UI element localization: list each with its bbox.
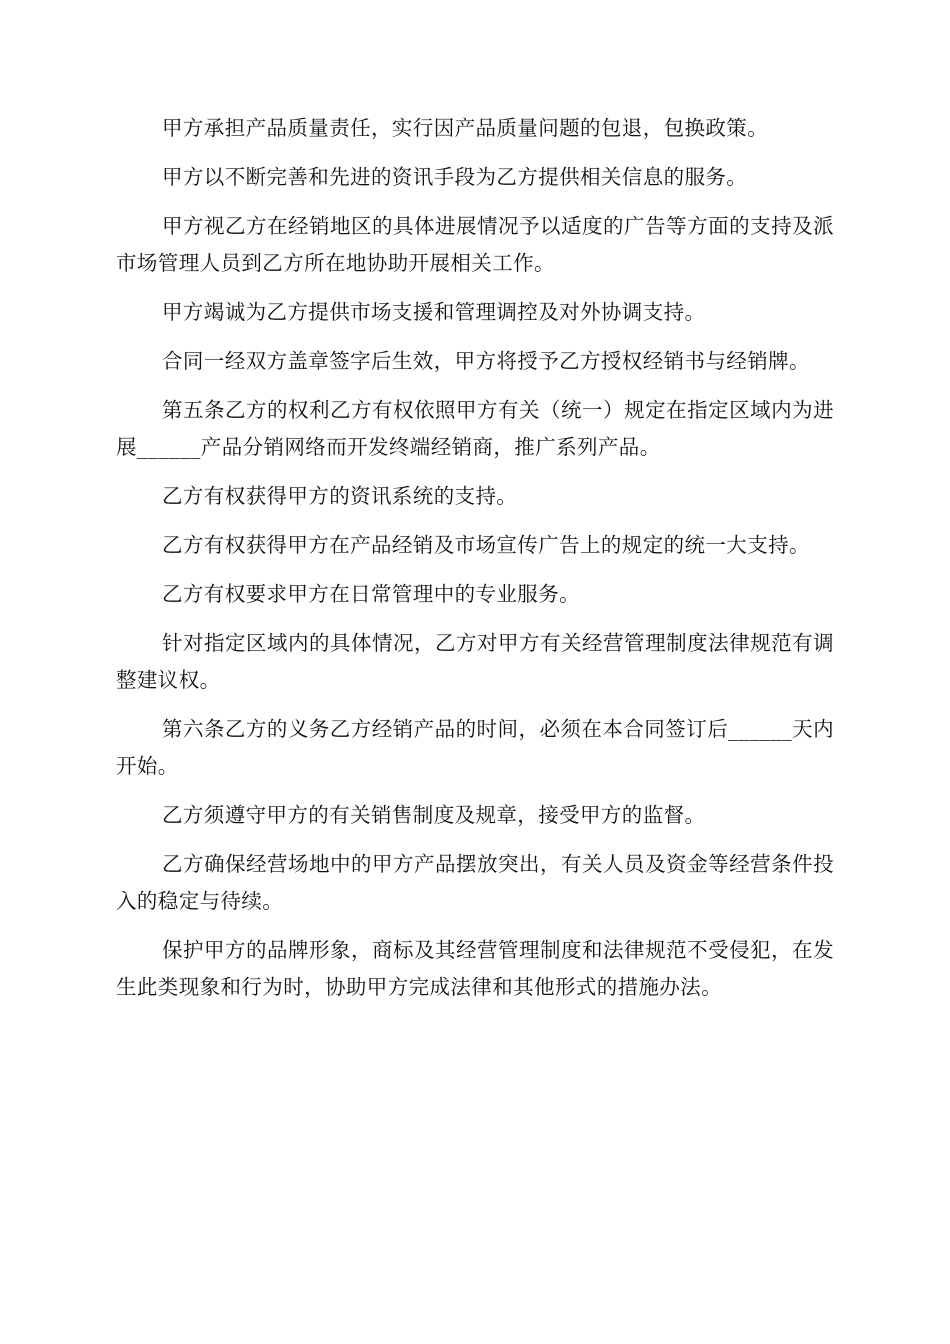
paragraph-promotion-support: 乙方有权获得甲方在产品经销及市场宣传广告上的规定的统一大支持。: [162, 533, 810, 557]
paragraph-quality-responsibility: 甲方承担产品质量责任，实行因产品质量问题的包退，包换政策。: [162, 116, 769, 140]
paragraph-contract-effect: 合同一经双方盖章签字后生效，甲方将授予乙方授权经销书与经销牌。: [162, 349, 810, 373]
paragraph-information-service: 甲方以不断完善和先进的资讯手段为乙方提供相关信息的服务。: [162, 165, 748, 189]
paragraph-comply-rules: 乙方须遵守甲方的有关销售制度及规章，接受甲方的监督。: [162, 803, 706, 827]
paragraph-market-support: 甲方竭诚为乙方提供市场支援和管理调控及对外协调支持。: [162, 300, 706, 324]
paragraph-article-5-rights: 第五条乙方的权利乙方有权依照甲方有关（统一）规定在指定区域内为进展______产品分销网络而开发终端经销商，推广系列产品。: [116, 398, 834, 459]
document-body: [116, 110, 834, 1018]
paragraph-display-products: 乙方确保经营场地中的甲方产品摆放突出，有关人员及资金等经营条件投入的稳定与待续。: [116, 852, 834, 913]
paragraph-protect-brand: 保护甲方的品牌形象，商标及其经营管理制度和法律规范不受侵犯，在发生此类现象和行为时，协助甲方完成法律和其他形式的措施办法。: [116, 938, 834, 999]
paragraph-advertising-support: 甲方视乙方在经销地区的具体进展情况予以适度的广告等方面的支持及派市场管理人员到乙方所在地协助开展相关工作。: [116, 214, 834, 275]
paragraph-professional-service: 乙方有权要求甲方在日常管理中的专业服务。: [162, 582, 580, 606]
paragraph-article-6-obligations: 第六条乙方的义务乙方经销产品的时间，必须在本合同签订后______天内开始。: [116, 717, 834, 778]
paragraph-info-system-support: 乙方有权获得甲方的资讯系统的支持。: [162, 484, 518, 508]
paragraph-adjustment-advice: 针对指定区域内的具体情况，乙方对甲方有关经营管理制度法律规范有调整建议权。: [116, 631, 834, 692]
